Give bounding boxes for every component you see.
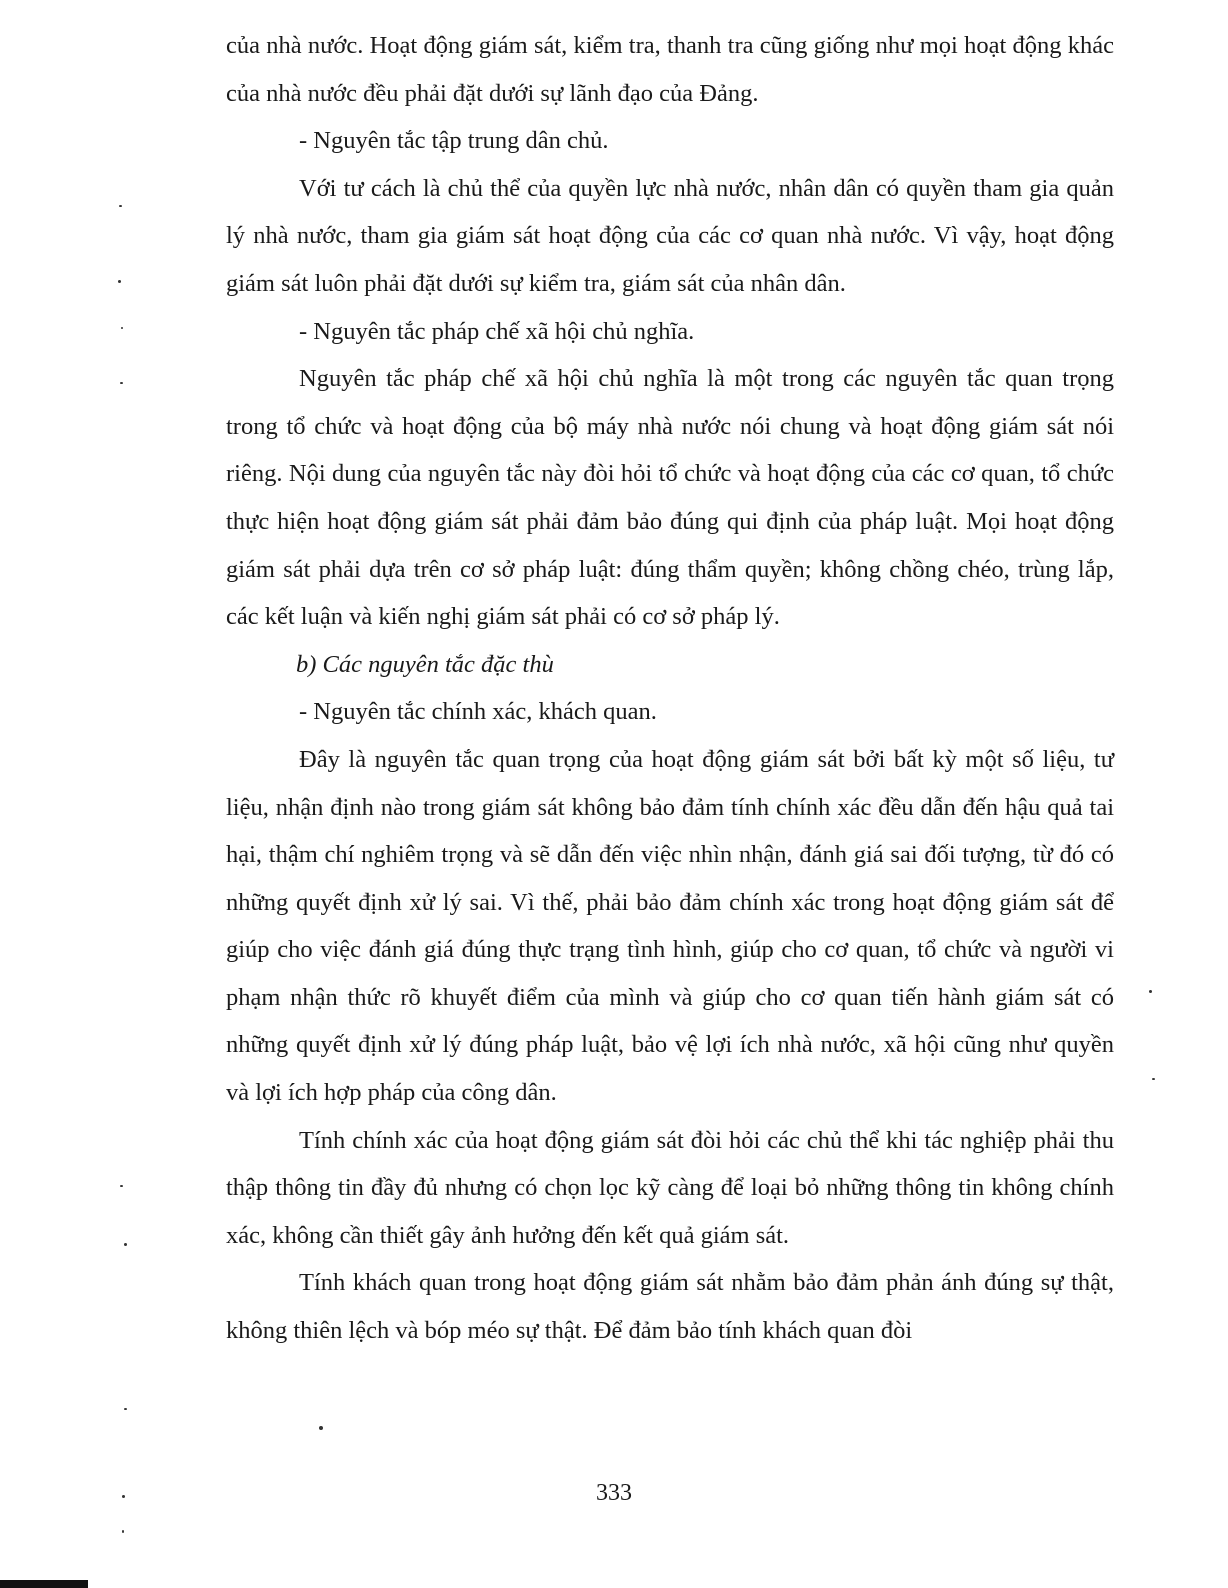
- page-number: 333: [596, 1480, 632, 1506]
- paragraph-7-heading: - Nguyên tắc chính xác, khách quan.: [299, 698, 657, 726]
- scan-speck: [124, 1408, 127, 1410]
- scan-speck: [1152, 1078, 1155, 1080]
- scan-speck: [120, 382, 123, 384]
- paragraph-3: Với tư cách là chủ thể của quyền lực nhà nước, nhân dân có quyền tham gia quản lý nhà nước, tham gia giám sát hoạt động của các cơ quan nhà nước. Vì vậy, hoạt động giám sát luôn phải đặt dưới sự kiểm tra, giám sát của nhân dân.: [226, 174, 1114, 297]
- body-text: [226, 22, 1114, 1355]
- paragraph-4-heading: - Nguyên tắc pháp chế xã hội chủ nghĩa.: [299, 317, 695, 345]
- scan-speck: [124, 1243, 127, 1246]
- paragraph-9: Tính chính xác của hoạt động giám sát đòi hỏi các chủ thể khi tác nghiệp phải thu thập thông tin đầy đủ nhưng có chọn lọc kỹ càng để loại bỏ những thông tin không chính xác, không cần thiết gây ảnh hưởng đến kết quả giám sát.: [226, 1126, 1114, 1249]
- scan-speck: [121, 327, 123, 329]
- paragraph-2-heading: - Nguyên tắc tập trung dân chủ.: [299, 127, 609, 155]
- scan-speck: [122, 1530, 124, 1533]
- scan-speck: [119, 205, 122, 207]
- paragraph-1: của nhà nước. Hoạt động giám sát, kiểm tra, thanh tra cũng giống như mọi hoạt động khác của nhà nước đều phải đặt dưới sự lãnh đạo của Đảng.: [226, 32, 1114, 107]
- scan-speck: [122, 1495, 125, 1498]
- scan-speck: [120, 1185, 123, 1187]
- scan-speck: [319, 1426, 323, 1430]
- paragraph-5: Nguyên tắc pháp chế xã hội chủ nghĩa là một trong các nguyên tắc quan trọng trong tổ chức và hoạt động của bộ máy nhà nước nói chung và hoạt động giám sát nói riêng. Nội dung của nguyên tắc này đòi hỏi tổ chức và hoạt động của các cơ quan, tổ chức thực hiện hoạt động giám sát phải đảm bảo đúng qui định của pháp luật. Mọi hoạt động giám sát phải dựa trên cơ sở pháp luật: đúng thẩm quyền; không chồng chéo, trùng lắp, các kết luận và kiến nghị giám sát phải có cơ sở pháp lý.: [226, 365, 1114, 631]
- scan-edge-bar: [0, 1580, 88, 1588]
- section-heading: b) Các nguyên tắc đặc thù: [296, 650, 554, 678]
- paragraph-8: Đây là nguyên tắc quan trọng của hoạt động giám sát bởi bất kỳ một số liệu, tư liệu, nhận định nào trong giám sát không bảo đảm tính chính xác đều dẫn đến hậu quả tai hại, thậm chí nghiêm trọng và sẽ dẫn đến việc nhìn nhận, đánh giá sai đối tượng, từ đó có những quyết định xử lý sai. Vì thế, phải bảo đảm chính xác trong hoạt động giám sát để giúp cho việc đánh giá đúng thực trạng tình hình, giúp cho cơ quan, tổ chức và người vi phạm nhận thức rõ khuyết điểm của mình và giúp cho cơ quan tiến hành giám sát có những quyết định xử lý đúng pháp luật, bảo vệ lợi ích nhà nước, xã hội cũng như quyền và lợi ích hợp pháp của công dân.: [226, 745, 1114, 1107]
- scan-speck: [118, 280, 121, 283]
- scan-speck: [1149, 990, 1152, 993]
- paragraph-10: Tính khách quan trong hoạt động giám sát nhằm bảo đảm phản ánh đúng sự thật, không thiên lệch và bóp méo sự thật. Để đảm bảo tính khách quan đòi: [226, 1269, 1114, 1345]
